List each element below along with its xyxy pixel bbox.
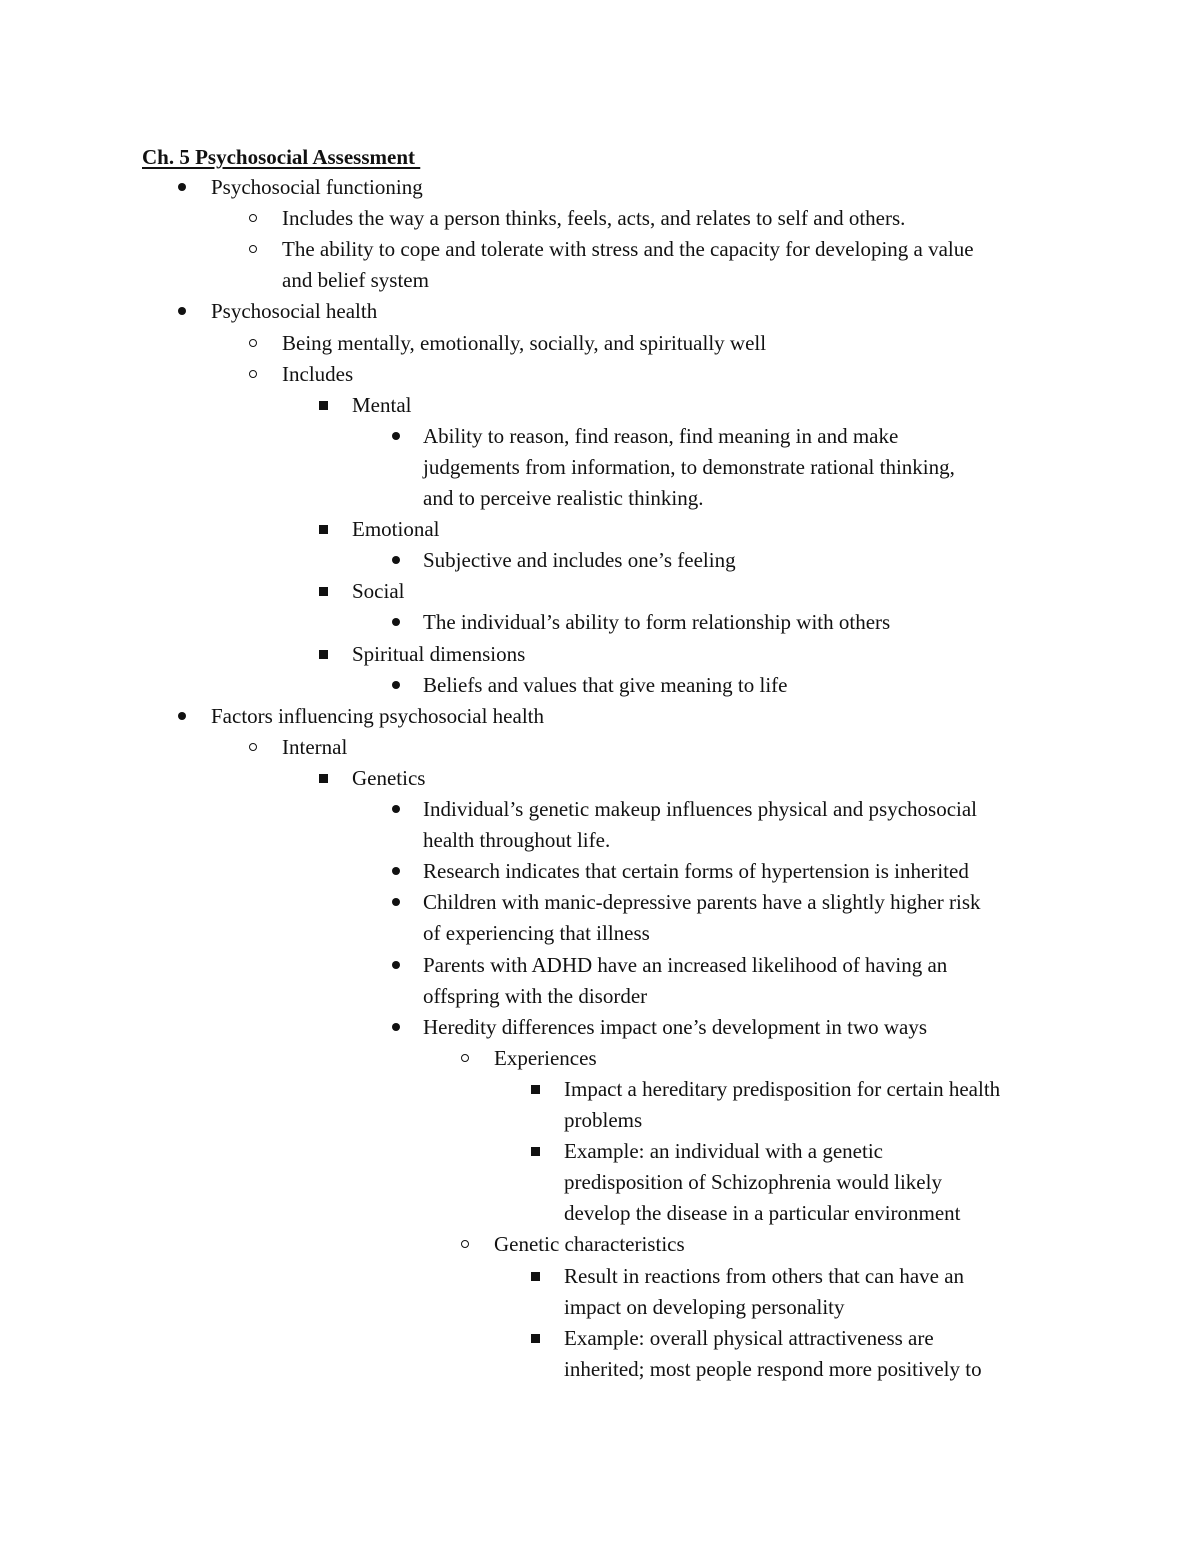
outline-text: Individual’s genetic makeup influences physical and psychosocial: [423, 797, 978, 821]
outline-text: Subjective and includes one’s feeling: [423, 548, 736, 573]
outline-text: Includes the way a person thinks, feels, acts, and relates to self and others.: [282, 206, 906, 231]
outline-text: Result in reactions from others that can have an: [564, 1263, 965, 1288]
outline-text: Research indicates that certain forms of hypertension is inherited: [423, 859, 969, 884]
outline-text: Being mentally, emotionally, socially, and spiritually well: [282, 330, 767, 355]
outline-text: offspring with the disorder: [423, 983, 648, 1008]
outline-text: health throughout life.: [423, 828, 611, 853]
outline-text: Internal: [282, 734, 348, 759]
outline-text: Psychosocial health: [211, 299, 378, 324]
outline-text: Experiences: [494, 1045, 597, 1070]
outline-text: Children with manic-depressive parents have a slightly higher risk: [423, 890, 981, 915]
outline-text: problems: [564, 1108, 643, 1132]
outline-text: Heredity differences impact one’s development in two ways: [423, 1014, 928, 1039]
outline-text: Emotional: [352, 517, 440, 542]
outline-text: impact on developing personality: [564, 1294, 845, 1319]
outline-text: Genetics: [352, 765, 426, 790]
outline-text: Social: [352, 579, 405, 604]
outline-text: and belief system: [282, 268, 429, 293]
outline-text: The ability to cope and tolerate with stress and the capacity for developing a value: [282, 237, 974, 262]
outline-text: Mental: [352, 392, 412, 417]
outline-text: Beliefs and values that give meaning to life: [423, 672, 788, 697]
outline-text: of experiencing that illness: [423, 921, 650, 946]
outline-text: Parents with ADHD have an increased likelihood of having an: [423, 952, 948, 977]
outline-text: predisposition of Schizophrenia would likely: [564, 1170, 942, 1195]
outline-text: Psychosocial functioning: [211, 175, 423, 199]
outline-text: Genetic characteristics: [494, 1232, 685, 1257]
outline-text: inherited; most people respond more positively to: [564, 1356, 982, 1381]
outline-text: The individual’s ability to form relationship with others: [423, 610, 891, 635]
outline-text: Spiritual dimensions: [352, 641, 526, 666]
page-title: Ch. 5 Psychosocial Assessment: [142, 145, 421, 169]
outline-text: Includes: [282, 361, 354, 386]
outline-text: and to perceive realistic thinking.: [423, 486, 704, 510]
outline-text: Impact a hereditary predisposition for certain health: [564, 1076, 1001, 1101]
outline-text: Ability to reason, find reason, find meaning in and make: [423, 423, 899, 448]
outline-text: Factors influencing psychosocial health: [211, 703, 544, 728]
outline-text: Example: overall physical attractiveness are: [564, 1325, 934, 1350]
outline-text: Example: an individual with a genetic: [564, 1139, 883, 1164]
outline-text: develop the disease in a particular environment: [564, 1201, 961, 1226]
outline-text: judgements from information, to demonstrate rational thinking,: [423, 454, 955, 479]
